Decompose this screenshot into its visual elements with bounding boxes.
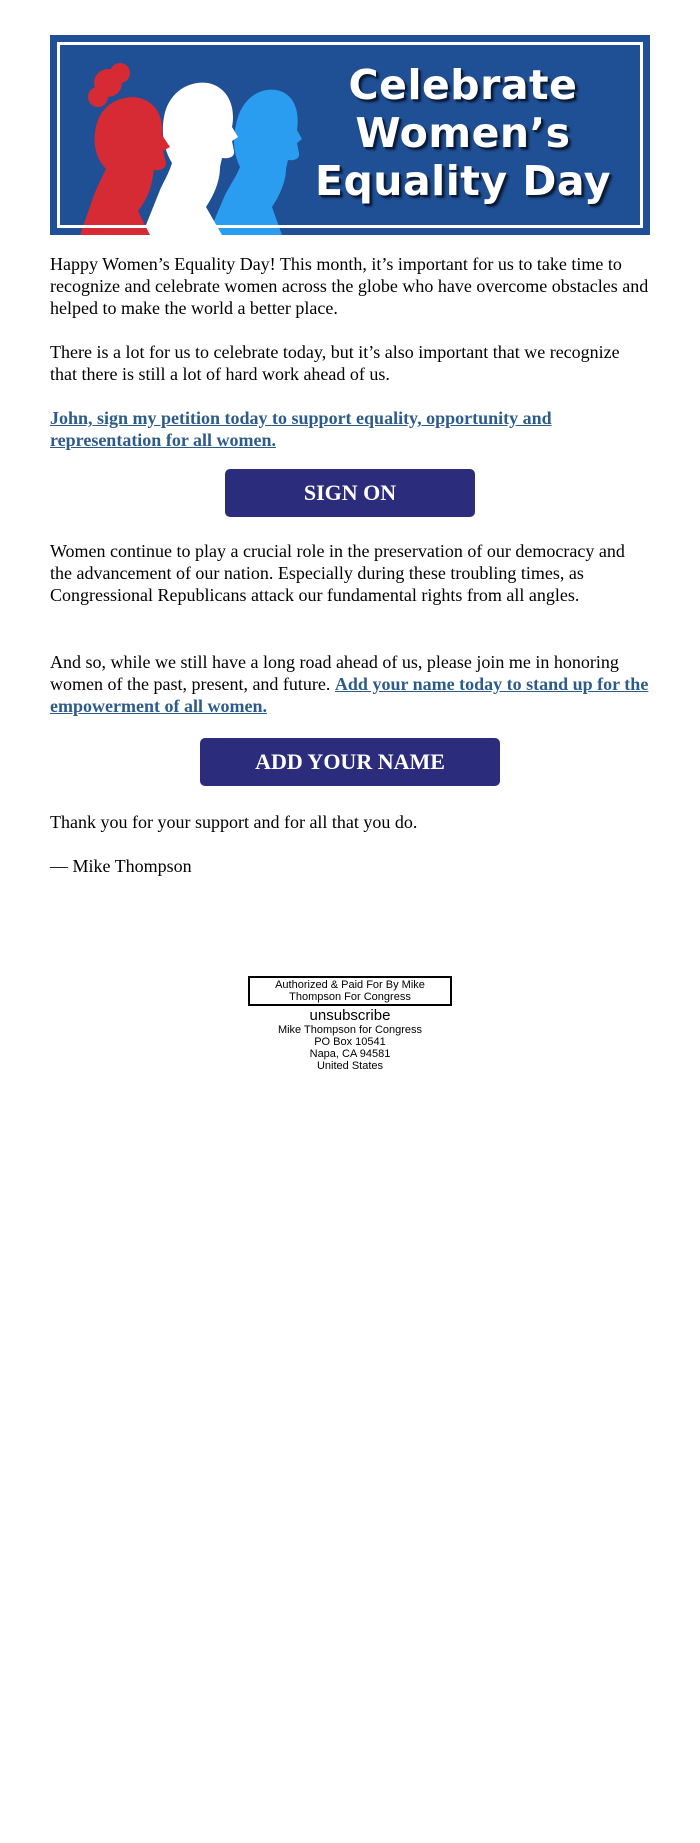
footer-country: United States: [316, 1060, 384, 1072]
thanks-paragraph: Thank you for your support and for all that you do.: [50, 812, 418, 832]
add-name-link[interactable]: Add your name today to stand up for the empowerment of all women.: [50, 674, 649, 716]
banner-title-line-1: Celebrate: [348, 61, 578, 109]
authorized-paid-disclaimer: Authorized & Paid For By Mike Thompson For Congress: [248, 976, 452, 1006]
banner-title-line-3: Equality Day: [314, 157, 612, 205]
celebrate-paragraph: There is a lot for us to celebrate today, but it’s also important that we recognize that there is still a lot of hard work ahead of us.: [50, 342, 620, 384]
unsubscribe-link[interactable]: unsubscribe: [309, 1007, 391, 1024]
banner-title-line-2: Women’s: [355, 109, 571, 157]
signature: — Mike Thompson: [50, 856, 192, 876]
footer-po-box: PO Box 10541: [314, 1036, 386, 1048]
footer-city: Napa, CA 94581: [309, 1048, 391, 1060]
footer-org: Mike Thompson for Congress: [277, 1024, 423, 1036]
banner-title: [308, 61, 618, 205]
email-content: [50, 35, 650, 876]
sign-on-button[interactable]: SIGN ON: [225, 469, 475, 517]
add-your-name-button[interactable]: ADD YOUR NAME: [200, 738, 500, 786]
join-text: And so, while we still have a long road ahead of us, please join me in honoring women of the past, present, and future.: [50, 652, 619, 694]
intro-paragraph: Happy Women’s Equality Day! This month, it’s important for us to take time to recognize and celebrate women across the globe who have overcome obstacles and helped to make the world a better place.: [50, 254, 649, 318]
join-paragraph: [50, 651, 650, 717]
democracy-paragraph: Women continue to play a crucial role in the preservation of our democracy and the advancement of our nation. Especially during these troubling times, as Congressional Republicans attack our fundamental rights from all angles.: [50, 541, 625, 605]
email-footer: [0, 976, 700, 1072]
petition-link[interactable]: John, sign my petition today to support equality, opportunity and representation for all women.: [50, 408, 552, 450]
petition-paragraph: [50, 407, 650, 451]
womens-equality-day-banner: [50, 35, 650, 235]
